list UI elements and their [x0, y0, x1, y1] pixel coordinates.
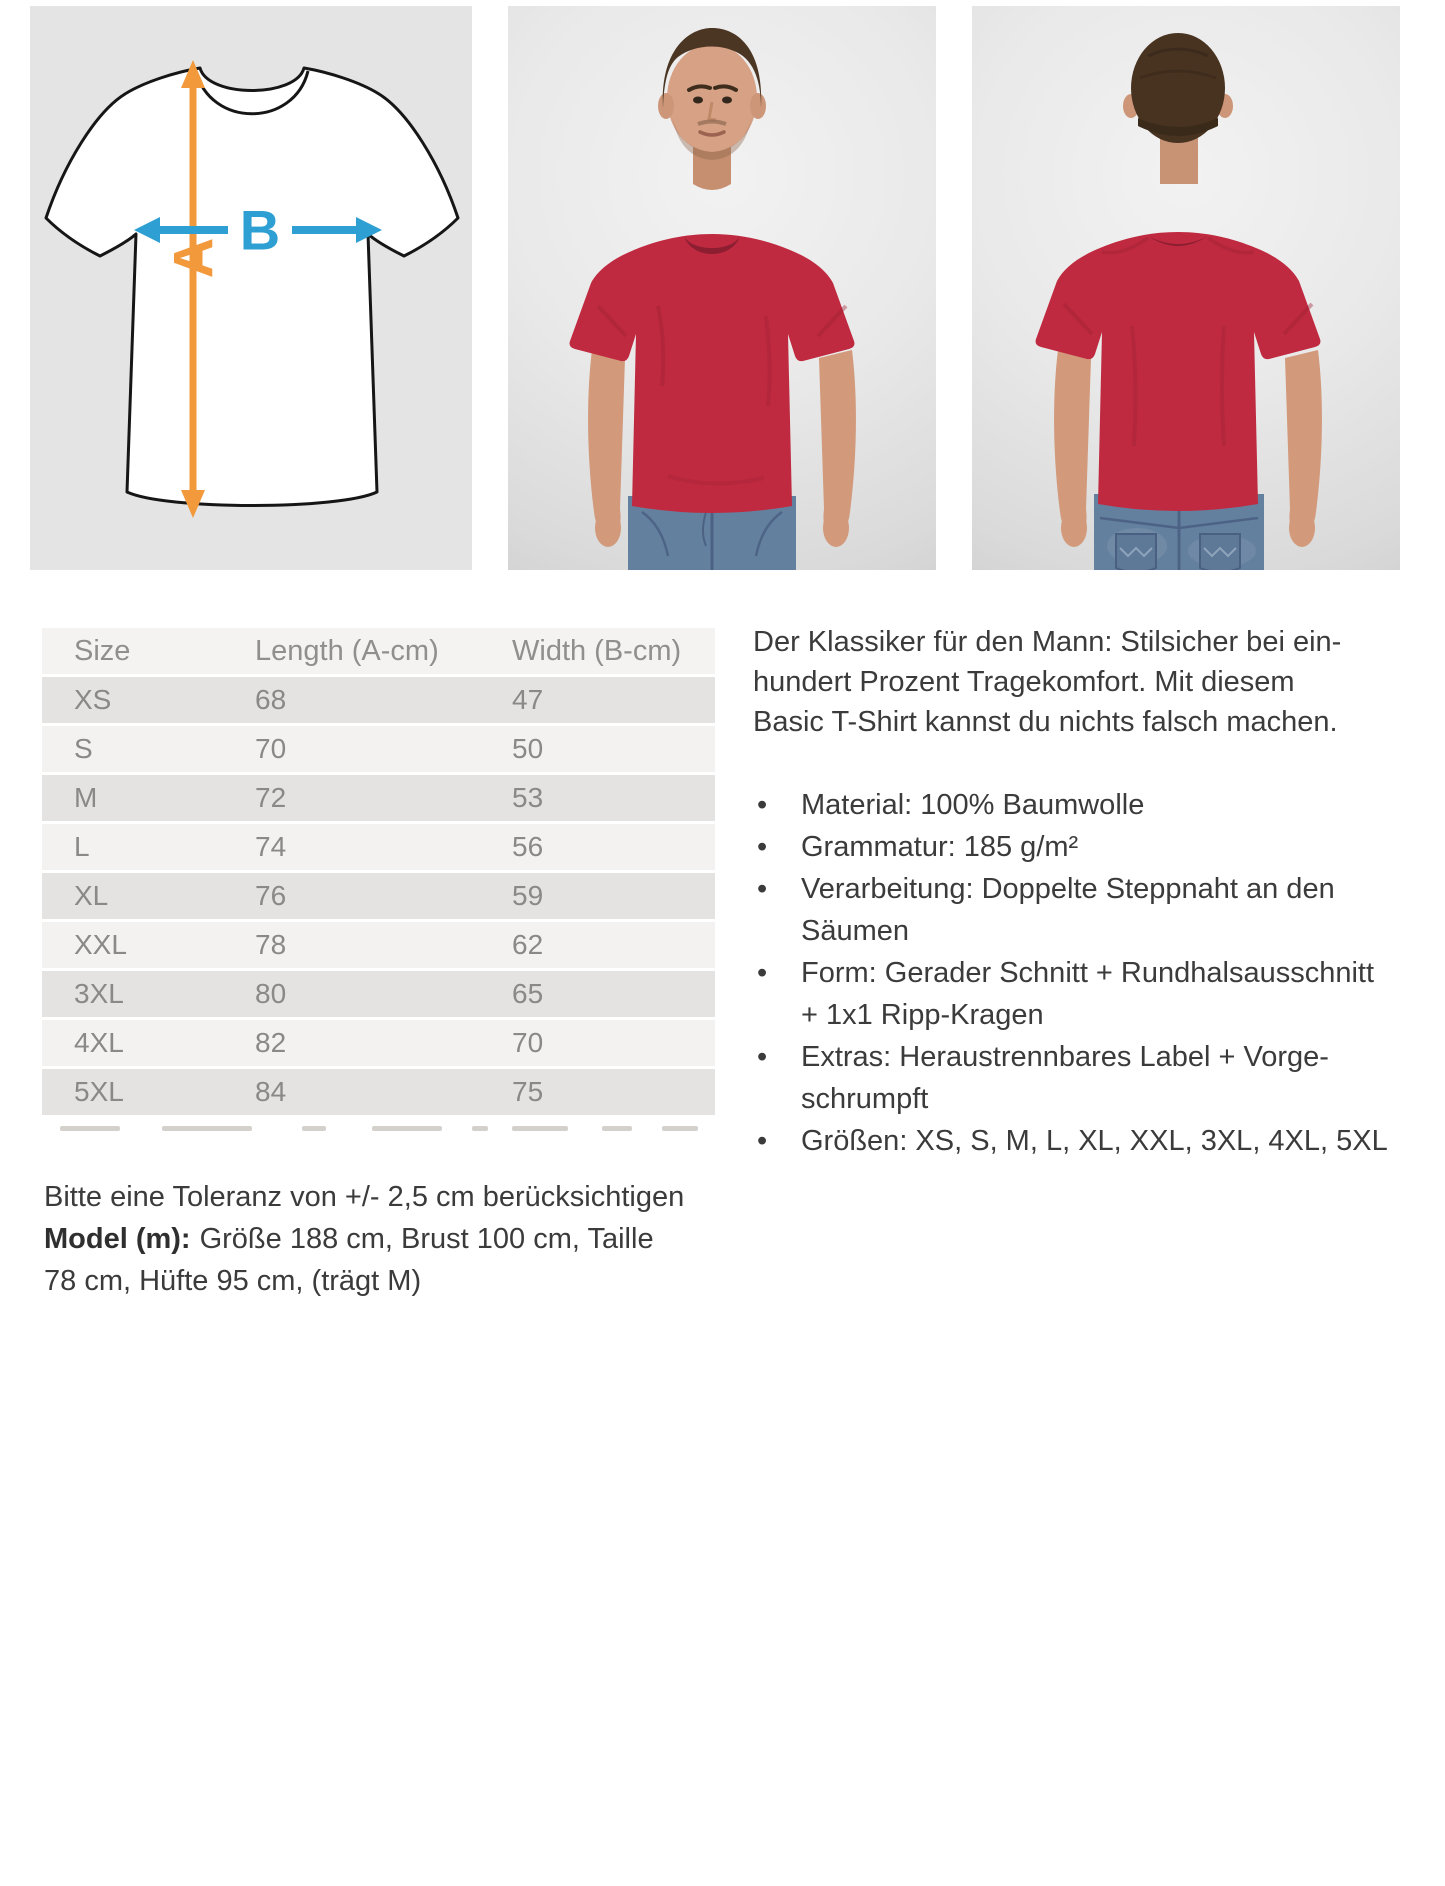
table-row: L 74 56	[42, 823, 715, 872]
table-row: XS 68 47	[42, 676, 715, 725]
table-row: 5XL 84 75	[42, 1068, 715, 1117]
model-label: Model (m):	[44, 1223, 191, 1255]
tshirt-outline	[46, 68, 458, 506]
size-diagram-image	[30, 6, 472, 570]
feature-item-form: • Form: Gerader Schnitt + Rundhalsausschnitt + 1x1 Ripp-Kragen	[753, 952, 1403, 1036]
model-front-head	[658, 28, 766, 190]
bullet-marker: •	[757, 831, 768, 863]
tolerance-note: Bitte eine Toleranz von +/- 2,5 cm berücksichtigen	[44, 1181, 685, 1213]
col-header-size: Size	[42, 628, 230, 676]
bullet-marker: •	[757, 1125, 768, 1157]
tshirt-measurement-diagram	[30, 6, 472, 570]
feature-item-extras: • Extras: Heraustrennbares Label + Vorge- schrumpft	[753, 1036, 1403, 1120]
intro-line: Basic T-Shirt kannst du nichts falsch machen.	[753, 706, 1338, 738]
width-label: B	[239, 198, 281, 262]
table-row: 3XL 80 65	[42, 970, 715, 1019]
feature-item-verarbeitung: • Verarbeitung: Doppelte Steppnaht an den Säumen	[753, 868, 1403, 952]
product-image-gallery	[30, 6, 1400, 570]
length-label: A	[161, 237, 225, 279]
model-back-photo	[972, 6, 1400, 570]
table-row: XL 76 59	[42, 872, 715, 921]
table-row: 4XL 82 70	[42, 1019, 715, 1068]
size-notes	[44, 1176, 684, 1302]
table-row: M 72 53	[42, 774, 715, 823]
table-row: S 70 50	[42, 725, 715, 774]
model-back-head	[1123, 33, 1233, 184]
product-description	[753, 622, 1403, 1162]
model-info-line2: 78 cm, Hüfte 95 cm, (trägt M)	[44, 1265, 422, 1297]
feature-item-material: • Material: 100% Baumwolle	[753, 784, 1403, 826]
model-info-line1: Model (m): Größe 188 cm, Brust 100 cm, Taille	[44, 1223, 654, 1255]
model-front-illustration	[508, 6, 936, 570]
description-intro	[753, 622, 1403, 742]
model-back-illustration	[972, 6, 1400, 570]
size-chart-header-row	[42, 628, 715, 676]
size-chart-table	[42, 628, 715, 1118]
table-row: XXL 78 62	[42, 921, 715, 970]
feature-item-groessen: • Größen: XS, S, M, L, XL, XXL, 3XL, 4XL, 5XL	[753, 1120, 1403, 1162]
bullet-marker: •	[757, 957, 768, 989]
intro-line: Der Klassiker für den Mann: Stilsicher bei ein-	[753, 626, 1342, 658]
bullet-marker: •	[757, 873, 768, 905]
intro-line: hundert Prozent Tragekomfort. Mit diesem	[753, 666, 1295, 698]
feature-list	[753, 784, 1403, 1162]
bullet-marker: •	[757, 789, 768, 821]
model-front-photo	[508, 6, 936, 570]
col-header-width: Width (B-cm)	[487, 628, 715, 676]
bullet-marker: •	[757, 1041, 768, 1073]
feature-item-grammatur: • Grammatur: 185 g/m²	[753, 826, 1403, 868]
table-cropped-row-artifact	[42, 1122, 715, 1134]
col-header-length: Length (A-cm)	[230, 628, 487, 676]
